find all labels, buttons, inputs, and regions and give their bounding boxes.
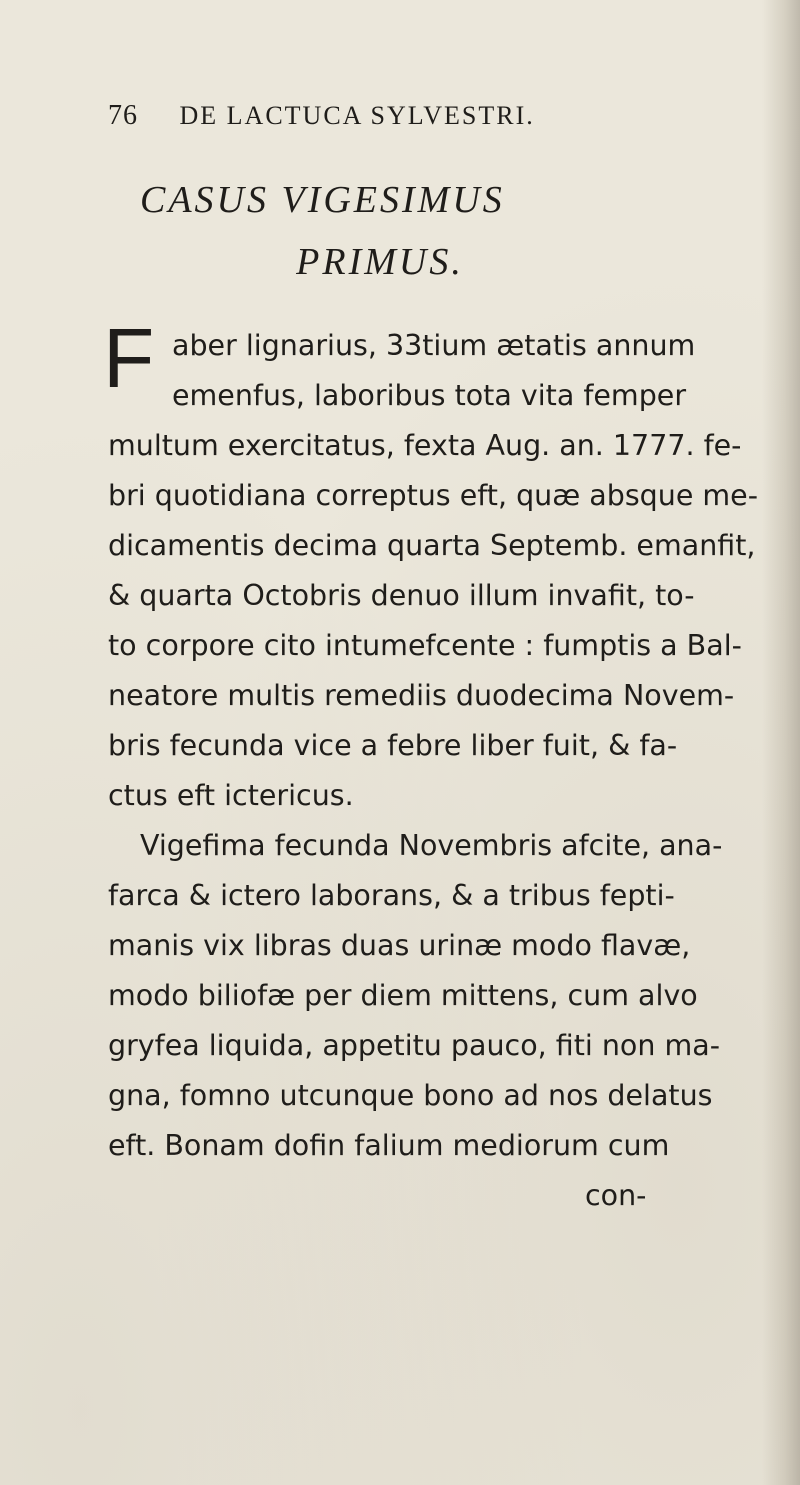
running-head — [108, 100, 668, 140]
body-line-8: neatore multis remediis duodecima Novem- — [108, 679, 735, 712]
body-line-4: bri quotidiana correptus eft, quæ absque me- — [108, 479, 759, 512]
body-line-1: aber lignarius, 33tium ætatis annum — [172, 329, 696, 362]
drop-cap: F — [103, 311, 155, 405]
body-line-3: multum exercitatus, fexta Aug. an. 1777. fe- — [108, 429, 742, 462]
running-head-title: DE LACTUCA SYLVESTRI. — [179, 101, 535, 130]
case-title-line-1: CASUS VIGESIMUS — [140, 179, 505, 221]
body-line-15: gryfea liquida, appetitu pauco, fiti non ma- — [108, 1029, 720, 1062]
catchword: con- — [585, 1179, 647, 1212]
body-line-16: gna, fomno utcunque bono ad nos delatus — [108, 1079, 713, 1112]
page-edge-shadow — [762, 0, 800, 1485]
body-line-12: farca & ictero laborans, & a tribus fepti- — [108, 879, 675, 912]
body-line-14: modo biliofæ per diem mittens, cum alvo — [108, 979, 698, 1012]
body-line-5: dicamentis decima quarta Septemb. emanfit, — [108, 529, 756, 562]
body-line-9: bris fecunda vice a febre liber fuit, & fa- — [108, 729, 678, 762]
page-number: 76 — [108, 100, 138, 131]
body-line-7: to corpore cito intumefcente : fumptis a Bal- — [108, 629, 742, 662]
body-line-10: ctus eft ictericus. — [108, 779, 354, 812]
body-line-11: Vigefima fecunda Novembris afcite, ana- — [140, 829, 723, 862]
body-line-17: eft. Bonam dofin falium mediorum cum — [108, 1129, 670, 1162]
case-title-line-2: PRIMUS. — [296, 241, 464, 283]
body-line-13: manis vix libras duas urinæ modo flavæ, — [108, 929, 691, 962]
body-line-2: emenfus, laboribus tota vita femper — [172, 379, 687, 412]
body-line-6: & quarta Octobris denuo illum invafit, to- — [108, 579, 695, 612]
